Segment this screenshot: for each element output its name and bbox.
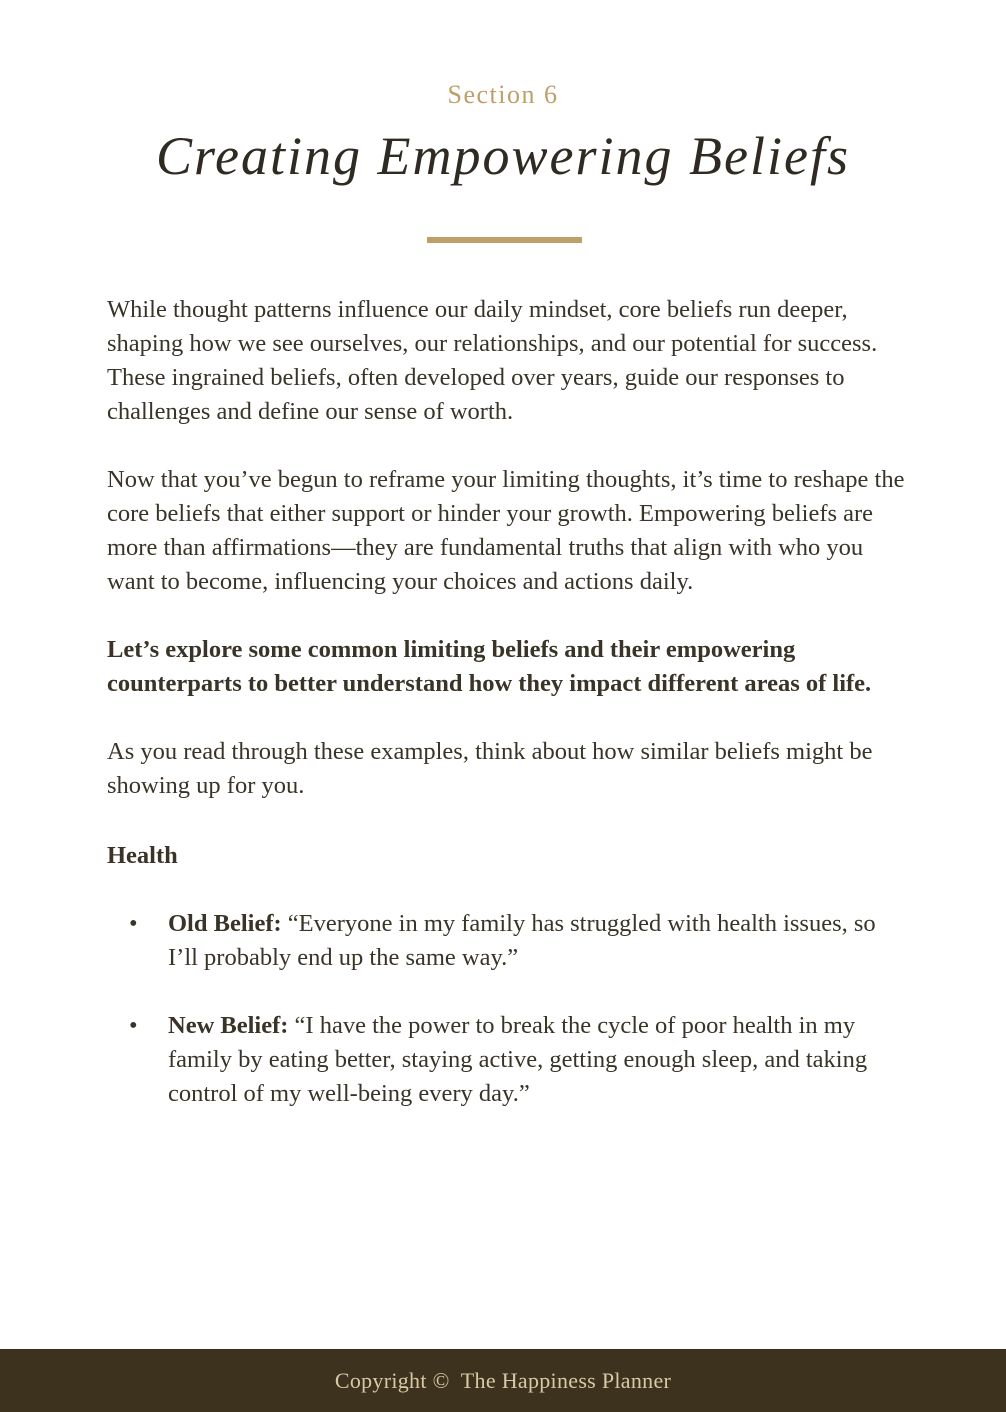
old-belief-item	[107, 907, 907, 975]
copyright-text: Copyright © The Happiness Planner	[334, 1367, 672, 1393]
old-belief-label: Old Belief:	[168, 910, 288, 937]
reframe-paragraph: Now that you’ve begun to reframe your limiting thoughts, it’s time to reshape the core beliefs that either support or hinder your growth. Empowering beliefs are more than affirmations—they are fundamental truths that align with who you want to become, influencing your choices and actions daily.	[107, 466, 905, 595]
page-title: Creating Empowering Beliefs	[156, 126, 850, 186]
health-belief-list	[107, 907, 907, 1111]
bullet-icon: •	[129, 1012, 138, 1039]
footer-bar	[0, 1349, 1006, 1412]
health-heading: Health	[107, 842, 178, 869]
reflection-paragraph: As you read through these examples, think about how similar beliefs might be showing up for you.	[107, 738, 873, 799]
intro-paragraph: While thought patterns influence our daily mindset, core beliefs run deeper, shaping how we see ourselves, our relationships, and our potential for success. These ingrained beliefs, often developed over years, guide our responses to challenges and define our sense of worth.	[107, 296, 878, 425]
new-belief-label: New Belief:	[168, 1012, 295, 1039]
new-belief-item	[107, 1009, 907, 1111]
main-content	[107, 293, 907, 1145]
section-label: Section 6	[447, 80, 559, 109]
explore-paragraph: Let’s explore some common limiting beliefs and their empowering counterparts to better understand how they impact different areas of life.	[107, 636, 872, 697]
old-belief-text: “Everyone in my family has struggled with health issues, so I’ll probably end up the same way.”	[168, 910, 876, 971]
bullet-icon: •	[129, 910, 138, 937]
new-belief-text: “I have the power to break the cycle of poor health in my family by eating better, staying active, getting enough sleep, and taking control of my well-being every day.”	[168, 1012, 868, 1107]
title-divider	[427, 237, 582, 243]
